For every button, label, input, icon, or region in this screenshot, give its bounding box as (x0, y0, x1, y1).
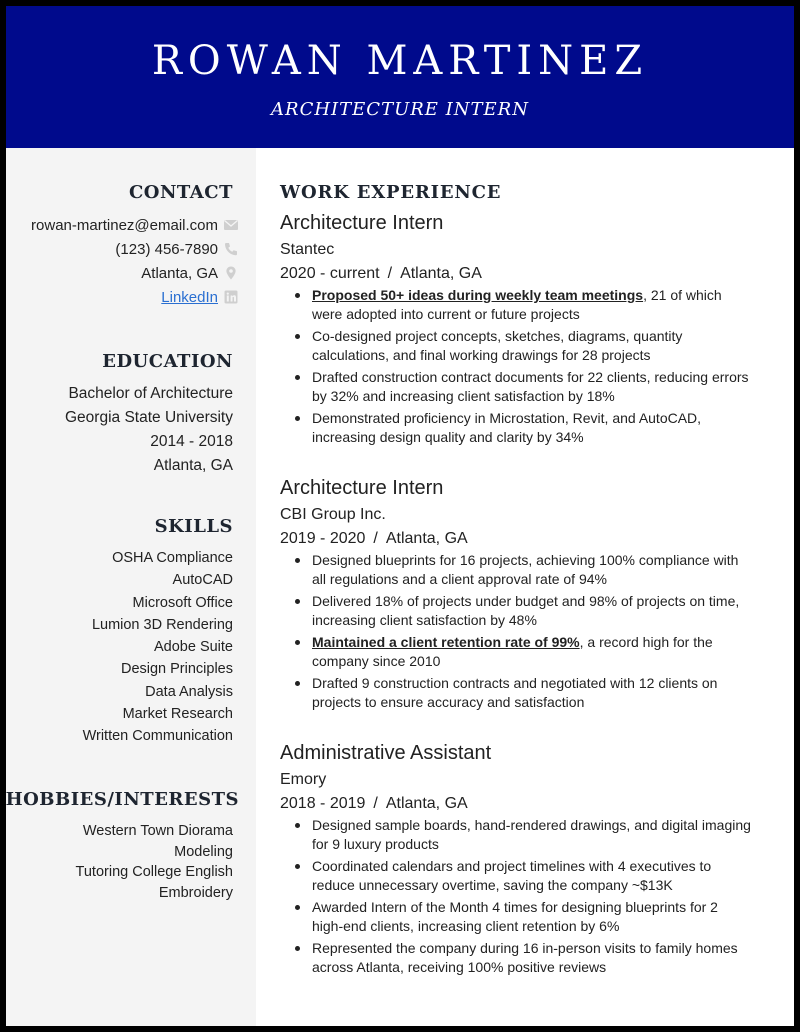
job-entry (280, 209, 770, 450)
linkedin-link[interactable]: LinkedIn (161, 289, 218, 306)
contact-location (141, 265, 239, 282)
skills-list (83, 547, 233, 748)
bullet-item (312, 816, 752, 853)
bullet-item (312, 898, 752, 935)
contact-heading: CONTACT (128, 182, 233, 203)
linkedin-icon (223, 290, 239, 304)
contact-email (31, 217, 239, 234)
skill-item: AutoCAD (172, 572, 233, 589)
job-bullets (280, 286, 770, 446)
skill-item: Microsoft Office (132, 594, 233, 611)
job-separator: / (373, 530, 378, 547)
bullet-item (312, 674, 752, 711)
contact-linkedin[interactable] (161, 289, 239, 306)
work-experience-heading: WORK EXPERIENCE (280, 182, 502, 203)
hobby-item: Tutoring College English (75, 864, 233, 880)
email-icon (223, 218, 239, 232)
resume-page (6, 6, 794, 1026)
bullet-item (312, 592, 752, 629)
job-dates: 2018 - 2019 (280, 795, 366, 812)
job-separator: / (373, 795, 378, 812)
education-school: Georgia State University (65, 409, 233, 426)
candidate-name: ROWAN MARTINEZ (151, 38, 649, 84)
bullet-text: Designed blueprints for 16 projects, achieving 100% compliance with all regulations and a client approval rate of 94% (312, 552, 739, 587)
education-years: 2014 - 2018 (150, 433, 233, 450)
skills-heading: SKILLS (154, 516, 233, 537)
job-entry (280, 474, 770, 715)
bullet-text: Coordinated calendars and project timelines with 4 executives to reduce unnecessary overtime, saving the company ~$13K (312, 858, 712, 893)
bullet-item (312, 409, 752, 446)
hobbies-heading: HOBBIES/INTERESTS (6, 789, 239, 810)
job-title: Administrative Assistant (280, 742, 492, 764)
skill-item: Data Analysis (145, 683, 233, 700)
education-location: Atlanta, GA (153, 457, 233, 474)
hobby-item: Embroidery (158, 884, 233, 901)
bullet-highlight: Proposed 50+ ideas during weekly team meetings (312, 287, 644, 303)
job-meta (280, 262, 770, 286)
bullet-text: Demonstrated proficiency in Microstation, Revit, and AutoCAD, increasing design quality and clarity by 34% (312, 410, 702, 445)
job-dates: 2019 - 2020 (280, 530, 366, 547)
job-meta (280, 792, 770, 816)
hobby-item: Modeling (174, 843, 233, 860)
bullet-item (312, 286, 752, 323)
main-content (256, 148, 794, 1026)
resume-header (6, 6, 794, 148)
skill-item: Market Research (122, 706, 233, 723)
phone-text: (123) 456-7890 (115, 241, 218, 258)
skill-item: Design Principles (120, 661, 233, 678)
location-pin-icon (223, 266, 239, 280)
bullet-text: Delivered 18% of projects under budget and 98% of projects on time, increasing client satisfaction by 48% (312, 593, 740, 628)
job-dates: 2020 - current (280, 265, 380, 282)
job-separator: / (387, 265, 393, 282)
bullet-item (312, 551, 752, 588)
skill-item: Written Communication (82, 728, 233, 745)
bullet-text: Co-designed project concepts, sketches, diagrams, quantity calculations, and final working drawings for 28 projects (312, 328, 683, 363)
job-location: Atlanta, GA (385, 530, 468, 547)
bullet-item (312, 327, 752, 364)
bullet-text: Drafted construction contract documents for 22 clients, reducing errors by 32% and increasing client satisfaction by 18% (312, 369, 749, 404)
bullet-text: Designed sample boards, hand-rendered drawings, and digital imaging for 9 luxury products (312, 817, 751, 852)
job-bullets (280, 816, 770, 976)
education-degree: Bachelor of Architecture (68, 385, 233, 402)
bullet-text: Awarded Intern of the Month 4 times for designing blueprints for 2 high-end clients, increasing client retention by 6% (312, 899, 718, 934)
location-text: Atlanta, GA (141, 265, 218, 282)
sidebar (6, 148, 256, 1026)
bullet-item (312, 633, 752, 670)
bullet-text: Drafted 9 construction contracts and negotiated with 12 clients on projects to ensure accuracy and satisfaction (312, 675, 718, 710)
hobby-item: Western Town Diorama (82, 823, 233, 839)
contact-phone (115, 241, 239, 258)
bullet-text: Represented the company during 16 in-person visits to family homes across Atlanta, receiving 100% positive reviews (312, 940, 738, 975)
job-location: Atlanta, GA (385, 795, 468, 812)
job-title: Architecture Intern (280, 212, 444, 234)
skill-item: OSHA Compliance (112, 550, 233, 566)
candidate-title: ARCHITECTURE INTERN (271, 99, 529, 120)
job-company: CBI Group Inc. (280, 506, 386, 523)
job-title: Architecture Intern (280, 477, 444, 499)
bullet-highlight: Maintained a client retention rate of 99% (312, 634, 580, 650)
education-heading: EDUCATION (102, 351, 233, 372)
email-text: rowan-martinez@email.com (31, 217, 218, 234)
job-company: Stantec (280, 241, 335, 258)
job-entry (280, 739, 770, 980)
bullet-item (312, 857, 752, 894)
job-meta (280, 527, 770, 551)
education-block (65, 382, 233, 478)
hobbies-list (76, 821, 233, 903)
job-company: Emory (280, 771, 327, 788)
bullet-item (312, 368, 752, 405)
skill-item: Lumion 3D Rendering (91, 616, 233, 633)
job-location: Atlanta, GA (400, 265, 482, 282)
bullet-text: , a record high for the company since 2010 (312, 634, 713, 669)
phone-icon (223, 242, 239, 256)
bullet-text: , 21 of which were adopted into current or future projects (312, 287, 722, 322)
skill-item: Adobe Suite (153, 639, 233, 656)
job-bullets (280, 551, 770, 711)
bullet-item (312, 939, 752, 976)
